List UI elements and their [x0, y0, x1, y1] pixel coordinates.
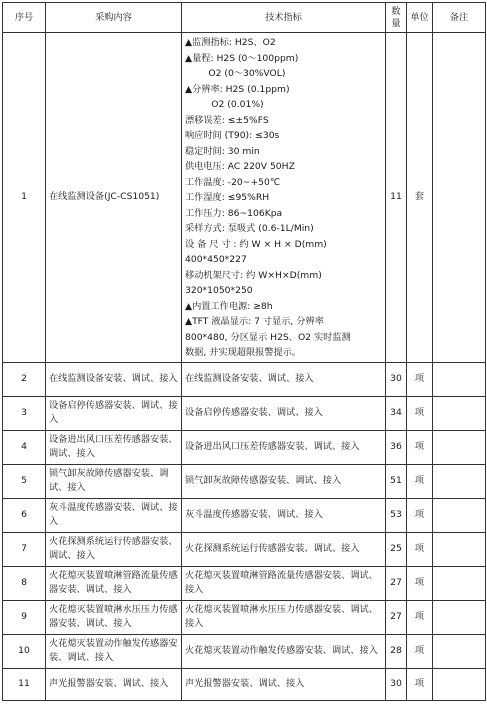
row-item: 火花熄灭装置喷淋管路流量传感器安装、调试、接入 [46, 566, 182, 600]
table-row-3 [3, 396, 486, 430]
row-item: 设备进出风口压差传感器安装、调试、接入 [46, 430, 182, 464]
row-qty: 30 [386, 362, 407, 396]
row-unit: 项 [407, 566, 433, 600]
row-spec: 锁气卸灰故障传感器安装、调试、接入 [182, 464, 386, 498]
table-row-5 [3, 464, 486, 498]
row-item: 火花探测系统运行传感器安装、调试、接入 [46, 532, 182, 566]
spec-line: 工作温度: -20~+50℃ [185, 176, 281, 188]
row-spec: 火花熄灭装置喷淋管路流量传感器安装、调试、接入 [182, 566, 386, 600]
table-row-8 [3, 566, 486, 600]
spec-line: O2 (0.01%) [185, 99, 264, 110]
row-item: 灰斗温度传感器安装、调试、接入 [46, 498, 182, 532]
row-no: 8 [3, 566, 46, 600]
row-spec: 火花探测系统运行传感器安装、调试、接入 [182, 532, 386, 566]
row-qty: 53 [386, 498, 407, 532]
row-1-unit: 套 [407, 33, 433, 363]
row-note [433, 600, 486, 634]
row-unit: 项 [407, 634, 433, 668]
row-spec: 在线监测设备安装、调试、接入 [182, 362, 386, 396]
row-note [433, 668, 486, 700]
spec-line: 移动机架尺寸: 约 W×H×D(mm) [185, 269, 322, 281]
row-note [433, 362, 486, 396]
table-row-10 [3, 634, 486, 668]
row-1-item: 在线监测设备(JC-CS1051) [46, 33, 182, 363]
table-row-9 [3, 600, 486, 634]
header-qty: 数量 [386, 3, 407, 33]
spec-line: 数据, 并实现超限报警提示。 [185, 347, 302, 358]
spec-line: ▲TFT 液晶显示: 7 寸显示, 分辨率 [185, 316, 324, 327]
spec-line: O2 (0～30%VOL) [185, 68, 286, 79]
row-item: 火花熄灭装置动作触发传感器安装、调试、接入 [46, 634, 182, 668]
row-no: 3 [3, 396, 46, 430]
row-1-qty: 11 [386, 33, 407, 363]
header-row [3, 3, 486, 33]
spec-line: 稳定时间: 30 min [185, 145, 260, 157]
row-no: 11 [3, 668, 46, 700]
spec-line: ▲监测指标: H2S、O2 [185, 37, 276, 48]
spec-line: 漂移误差: ≤±5%FS [185, 114, 269, 126]
row-no: 7 [3, 532, 46, 566]
row-no: 9 [3, 600, 46, 634]
table-row-7 [3, 532, 486, 566]
row-spec: 火花熄灭装置动作触发传感器安装、调试、接入 [182, 634, 386, 668]
spec-line: 设 备 尺 寸 : 约 W × H × D(mm) [185, 238, 327, 250]
row-spec: 灰斗温度传感器安装、调试、接入 [182, 498, 386, 532]
row-note [433, 430, 486, 464]
spec-line: 供电电压: AC 220V 50HZ [185, 161, 295, 172]
spec-line: 响应时间 (T90): ≤30s [185, 130, 280, 141]
row-item: 锁气卸灰故障传感器安装、调试、接入 [46, 464, 182, 498]
spec-line: ▲量程: H2S (0～100ppm) [185, 52, 299, 64]
row-note [433, 532, 486, 566]
row-item: 设备启停传感器安装、调试、接入 [46, 396, 182, 430]
header-spec: 技术指标 [182, 3, 386, 33]
spec-line: ▲内置工作电源: ≥8h [185, 300, 273, 312]
row-no: 5 [3, 464, 46, 498]
row-qty: 36 [386, 430, 407, 464]
header-unit: 单位 [407, 3, 433, 33]
procurement-table [2, 2, 486, 701]
header-item: 采购内容 [46, 3, 182, 33]
header-no: 序号 [3, 3, 46, 33]
row-unit: 项 [407, 430, 433, 464]
row-qty: 34 [386, 396, 407, 430]
spec-line: 采样方式: 泵吸式 (0.6-1L/Min) [185, 223, 314, 234]
row-no: 2 [3, 362, 46, 396]
row-note [433, 634, 486, 668]
spec-line: 400*450*227 [185, 254, 247, 265]
spec-line: 800*480, 分区显示 H2S、O2 实时监测 [185, 331, 351, 343]
table-row-2 [3, 362, 486, 396]
spec-line: 320*1050*250 [185, 285, 253, 296]
row-spec: 设备启停传感器安装、调试、接入 [182, 396, 386, 430]
row-unit: 项 [407, 532, 433, 566]
table-row-1 [3, 33, 486, 363]
row-qty: 27 [386, 600, 407, 634]
row-item: 火花熄灭装置喷淋水压压力传感器安装、调试、接入 [46, 600, 182, 634]
row-unit: 项 [407, 600, 433, 634]
row-note [433, 464, 486, 498]
row-qty: 25 [386, 532, 407, 566]
spec-line: 工作湿度: ≤95%RH [185, 192, 270, 203]
row-note [433, 566, 486, 600]
row-no: 10 [3, 634, 46, 668]
table-row-11 [3, 668, 486, 700]
row-item: 声光报警器安装、调试、接入 [46, 668, 182, 700]
spec-line: 工作压力: 86~106Kpa [185, 207, 283, 219]
table-row-6 [3, 498, 486, 532]
row-1-spec [182, 33, 386, 363]
row-unit: 项 [407, 498, 433, 532]
table-row-4 [3, 430, 486, 464]
row-qty: 51 [386, 464, 407, 498]
row-unit: 项 [407, 668, 433, 700]
row-note [433, 498, 486, 532]
row-qty: 30 [386, 668, 407, 700]
spec-line: ▲分辨率: H2S (0.1ppm) [185, 83, 290, 95]
row-1-note [433, 33, 486, 363]
row-no: 6 [3, 498, 46, 532]
row-unit: 项 [407, 396, 433, 430]
row-spec: 火花熄灭装置喷淋水压压力传感器安装、调试、接入 [182, 600, 386, 634]
row-spec: 设备进出风口压差传感器安装、调试、接入 [182, 430, 386, 464]
header-note: 备注 [433, 3, 486, 33]
row-qty: 28 [386, 634, 407, 668]
row-1-no: 1 [3, 33, 46, 363]
row-item: 在线监测设备安装、调试、接入 [46, 362, 182, 396]
row-no: 4 [3, 430, 46, 464]
row-note [433, 396, 486, 430]
row-unit: 项 [407, 464, 433, 498]
row-spec: 声光报警器安装、调试、接入 [182, 668, 386, 700]
row-qty: 27 [386, 566, 407, 600]
row-unit: 项 [407, 362, 433, 396]
